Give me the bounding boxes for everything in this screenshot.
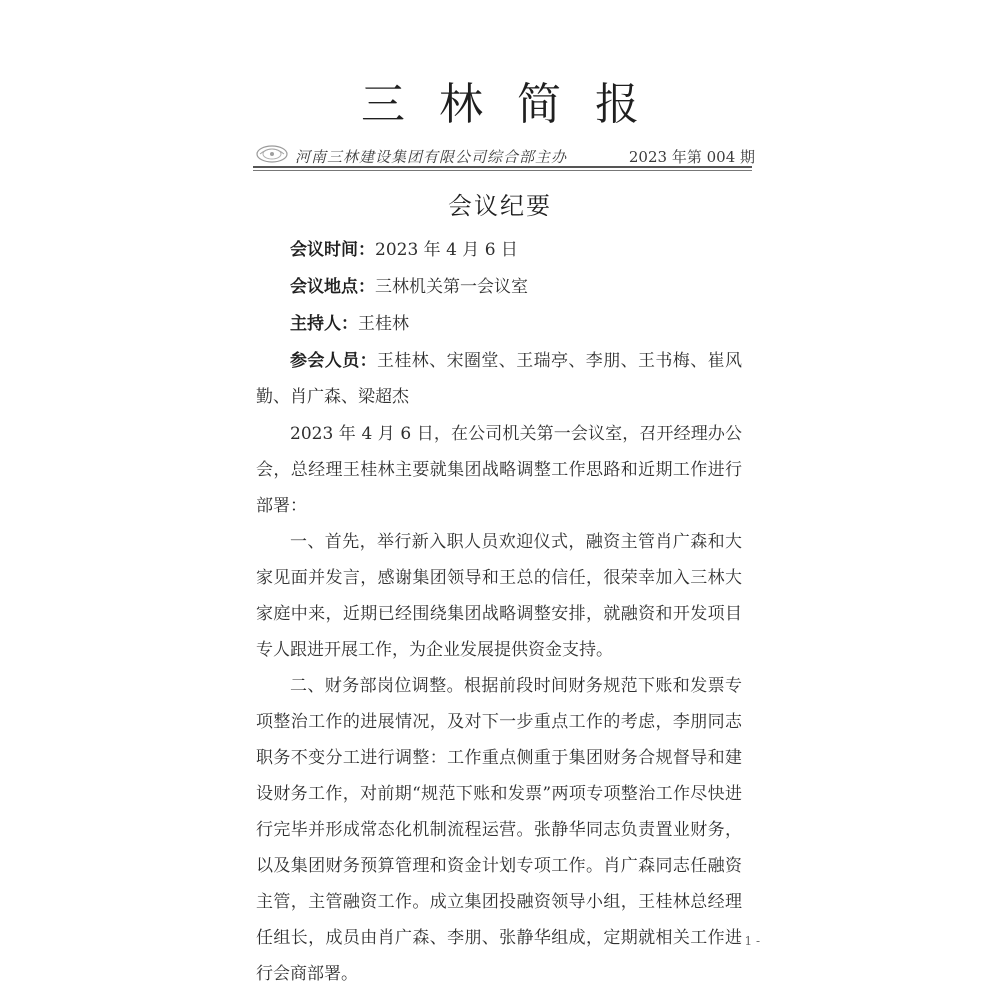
header-rule-thin xyxy=(253,170,752,171)
paragraph: 2023 年 4 月 6 日，在公司机关第一会议室，召开经理办公会，总经理王桂林主要就集团战略调整工作思路和近期工作进行部署： xyxy=(256,424,742,516)
page-number: - 1 - xyxy=(736,934,760,948)
meeting-time-field xyxy=(256,232,742,268)
field-label: 会议地点： xyxy=(290,277,375,297)
field-label: 主持人： xyxy=(290,314,358,334)
meeting-location-field xyxy=(256,269,742,305)
field-value: 三林机关第一会议室 xyxy=(375,277,528,297)
company-emblem-icon xyxy=(255,142,289,164)
field-label: 会议时间： xyxy=(290,240,375,260)
field-label: 参会人员： xyxy=(290,351,377,371)
attendees-field xyxy=(256,343,742,415)
paragraph: 二、财务部岗位调整。根据前段时间财务规范下账和发票专项整治工作的进展情况，及对下一步重点工作的考虑，李朋同志职务不变分工进行调整：工作重点侧重于集团财务合规督导和建设财务工作，对前期“规范下账和发票”两项专项整治工作尽快进行完毕并形成常态化机制流程运营。张静华同志负责置业财务，以及集团财务预算管理和资金计划专项工作。肖广森同志任融资主管，主管融资工作。成立集团投融资领导小组，王桂林总经理任组长，成员由肖广森、李朋、张静华组成，定期就相关工作进行会商部署。 xyxy=(256,676,742,984)
masthead-title: 三林简报 xyxy=(361,79,673,130)
paragraph: 一、首先，举行新入职人员欢迎仪式，融资主管肖广森和大家见面并发言，感谢集团领导和王总的信任，很荣幸加入三林大家庭中来，近期已经围绕集团战略调整安排，就融资和开发项目专人跟进开展工作，为企业发展提供资金支持。 xyxy=(256,532,742,660)
issuer-text: 河南三林建设集团有限公司综合部主办 xyxy=(295,148,568,166)
field-value: 王桂林、宋圈堂、王瑞亭、李朋、王书梅、崔风勤、肖广森、梁超杰 xyxy=(256,351,742,407)
document-title: 会议纪要 xyxy=(448,192,552,220)
document-body xyxy=(256,232,742,992)
host-field xyxy=(256,306,742,342)
issue-number: 2023 年第 004 期 xyxy=(628,148,755,166)
header-rule xyxy=(253,166,752,168)
field-value: 2023 年 4 月 6 日 xyxy=(375,240,518,260)
field-value: 王桂林 xyxy=(358,314,409,334)
